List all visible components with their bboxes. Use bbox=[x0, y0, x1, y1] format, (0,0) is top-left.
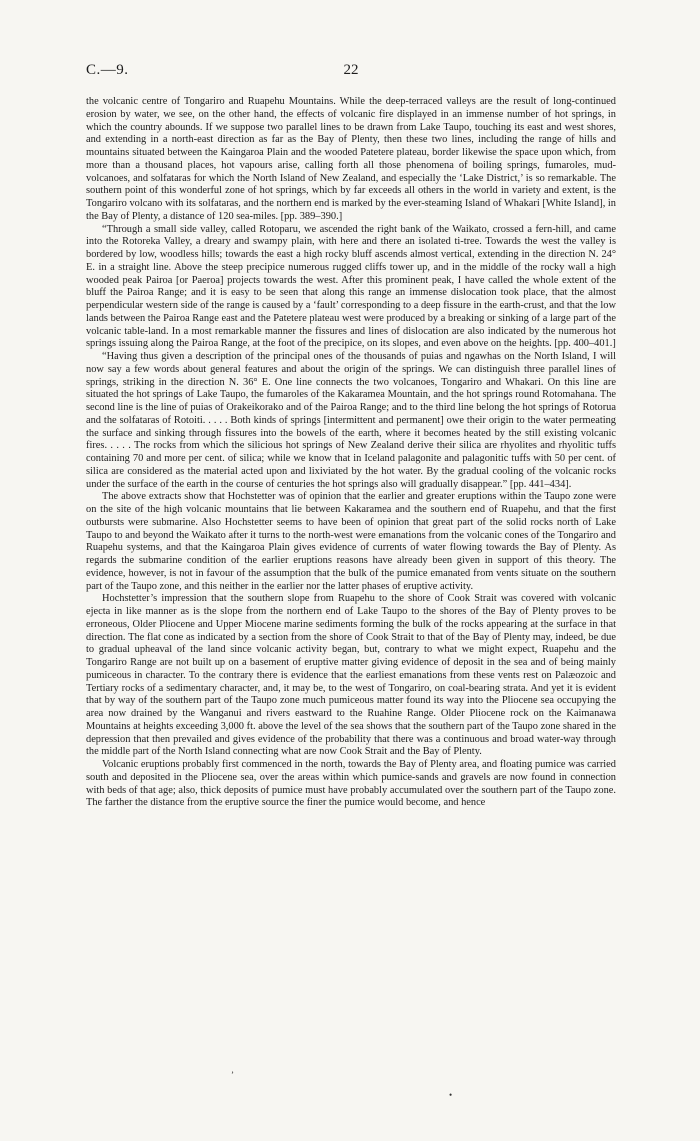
ink-speck: ʼ bbox=[231, 1070, 234, 1080]
document-code: C.—9. bbox=[86, 62, 129, 78]
paragraph: Hochstetter’s impression that the southern slope from Ruapehu to the shore of Cook Strait was covered with volcanic ejecta in like manner as is the slope from the northern end of Lake Taupo to the shores of the Bay of Plenty proves to be erroneous, Older Pliocene and Upper Miocene marine sediments forming the bulk of the rocks appearing at the surface in that direction. The flat cone as indicated by a section from the shore of Cook Strait to that of the Bay of Plenty may, indeed, be due to gradual upheaval of the land since volcanic activity began, but, contrary to what we might expect, Ruapehu and the Tongariro Range are not built up on a basement of eruptive matter giving evidence of deposit in the sea and of being mainly pumiceous in character. To the contrary there is evidence that the earliest emanations from these vents rest on Palæozoic and Tertiary rocks of a sedimentary character, and, it may be, to the west of Tongariro, on coal-bearing strata. And yet it is evident that by way of the southern part of the Taupo zone much pumiceous matter found its way into the Pliocene sea occupying the area now drained by the Wanganui and rivers eastward to the Ruahine Range. Older Pliocene rock on the Kaimanawa Mountains at heights exceeding 3,000 ft. above the level of the sea shows that the southern part of the Taupo zone shared in the depression that then prevailed and gives evidence of the probability that there was a continuous and broad water-way through the middle part of the North Island connecting what are now Cook Strait and the Bay of Plenty. bbox=[86, 593, 616, 758]
ink-speck: • bbox=[449, 1090, 453, 1100]
page-header bbox=[86, 62, 616, 82]
page-number: 22 bbox=[343, 62, 359, 78]
paragraph: the volcanic centre of Tongariro and Ruapehu Mountains. While the deep-terraced valleys are the result of long-continued erosion by water, we see, on the other hand, the effects of volcanic fire displayed in an immense number of hot springs, in which the country abounds. If we suppose two parallel lines to be drawn from Lake Taupo, touching its east and west shores, and extending in a north-east direction as far as the Bay of Plenty, then these two lines, including the range of hills and mountains situated between the Kaingaroa Plain and the wooded Patetere plateau, border likewise the space upon which, from more than a thousand places, hot vapours arise, calling forth all those phenomena of boiling springs, fumaroles, mud-volcanoes, and solfataras for which the North Island of New Zealand, and especially the ‘Lake District,’ is so remarkable. The southern point of this wonderful zone of hot springs, which by far exceeds all others in the world in variety and extent, is the Tongariro volcano with its solfataras, and the northern end is marked by the ever-steaming Island of Whakari [White Island], in the Bay of Plenty, a distance of 120 sea-miles. [pp. 389–390.] bbox=[86, 96, 616, 222]
paragraph: The above extracts show that Hochstetter was of opinion that the earlier and greater eruptions within the Taupo zone were on the site of the high volcanic mountains that lie between Kakaramea and the southern end of Ruapehu, and that the first outbursts were submarine. Also Hochstetter seems to have been of opinion that great part of the solid rocks north of Lake Taupo to and beyond the Waikato after it turns to the north-west were emanations from the volcanic cones of the Tongariro and Ruapehu systems, and that the Kaingaroa Plain gives evidence of currents of water flowing towards the Bay of Plenty. As regards the submarine condition of the earlier eruptions reasons have already been given in support of this theory. The evidence, however, is not in favour of the assumption that the bulk of the pumice emanated from vents situate on the southern part of the Taupo zone, and this neither in the earlier nor the latter phases of eruptive activity. bbox=[86, 491, 616, 592]
paragraph: “Through a small side valley, called Rotoparu, we ascended the right bank of the Waikato, crossed a fern-hill, and came into the Rotoreka Valley, a dreary and swampy plain, with here and there an isolated ti-tree. Towards the west the valley is bordered by low, woodless hills; towards the east a high rocky bluff ascends almost vertical, extending in the direction N. 24° E. in a straight line. Above the steep precipice numerous rugged cliffs tower up, and in the middle of the rocky wall a high wooded peak Pairoa [or Paeroa] projects towards the west. After this prominent peak, I have called the whole extent of the bluff the Pairoa Range; and it is easy to be seen that along this range an immense dislocation took place, that the almost perpendicular western side of the range is caused by a ‘fault’ corresponding to a deep fissure in the earth-crust, and that the low lands between the Pairoa Range east and the Patetere plateau west were produced by a breaking or sinking of a large part of the volcanic table-land. In a most remarkable manner the fissures and lines of dislocation are also indicated by the numerous hot springs issuing along the Pairoa Range, at the foot of the precipice, on its slopes, and even above on the heights. [pp. 400–401.] bbox=[86, 223, 616, 350]
paragraph: Volcanic eruptions probably first commenced in the north, towards the Bay of Plenty area, and floating pumice was carried south and deposited in the Pliocene sea, over the areas within which pumice-sands and gravels are now found in connection with beds of that age; also, thick deposits of pumice must have probably accumulated over the southern part of the Taupo zone. The farther the distance from the eruptive source the finer the pumice would become, and hence bbox=[86, 759, 616, 809]
paragraph: “Having thus given a description of the principal ones of the thousands of puias and ngawhas on the North Island, I will now say a few words about general features and about the origin of the springs. We can distinguish three parallel lines of springs, striking in the direction N. 36° E. One line connects the two volcanoes, Tongariro and Whakari. On this line are situated the hot springs of Lake Taupo, the fumaroles of the Kakaramea Mountain, and the hot springs round Rotomahana. The second line is the line of puias of Orakeikorako and of the Pairoa Range; and to the third line belong the hot springs of Rotorua and the solfataras of Rotoiti. . . . . Both kinds of springs [intermittent and permanent] owe their origin to the water permeating the surface and sinking through fissures into the bowels of the earth, where it becomes heated by the still existing volcanic fires. . . . . The rocks from which the silicious hot springs of New Zealand derive their silica are rhyolites and rhyolitic tuffs containing 70 and more per cent. of silica; while we know that in Iceland palagonite and palagonitic tuffs with 50 per cent. of silica are considered as the material acted upon and lixiviated by the hot water. By the gradual cooling of the volcanic rocks under the surface of the earth in the course of centuries the hot springs also will gradually disappear.” [pp. 441–434]. bbox=[86, 351, 616, 490]
body-text bbox=[86, 96, 616, 810]
